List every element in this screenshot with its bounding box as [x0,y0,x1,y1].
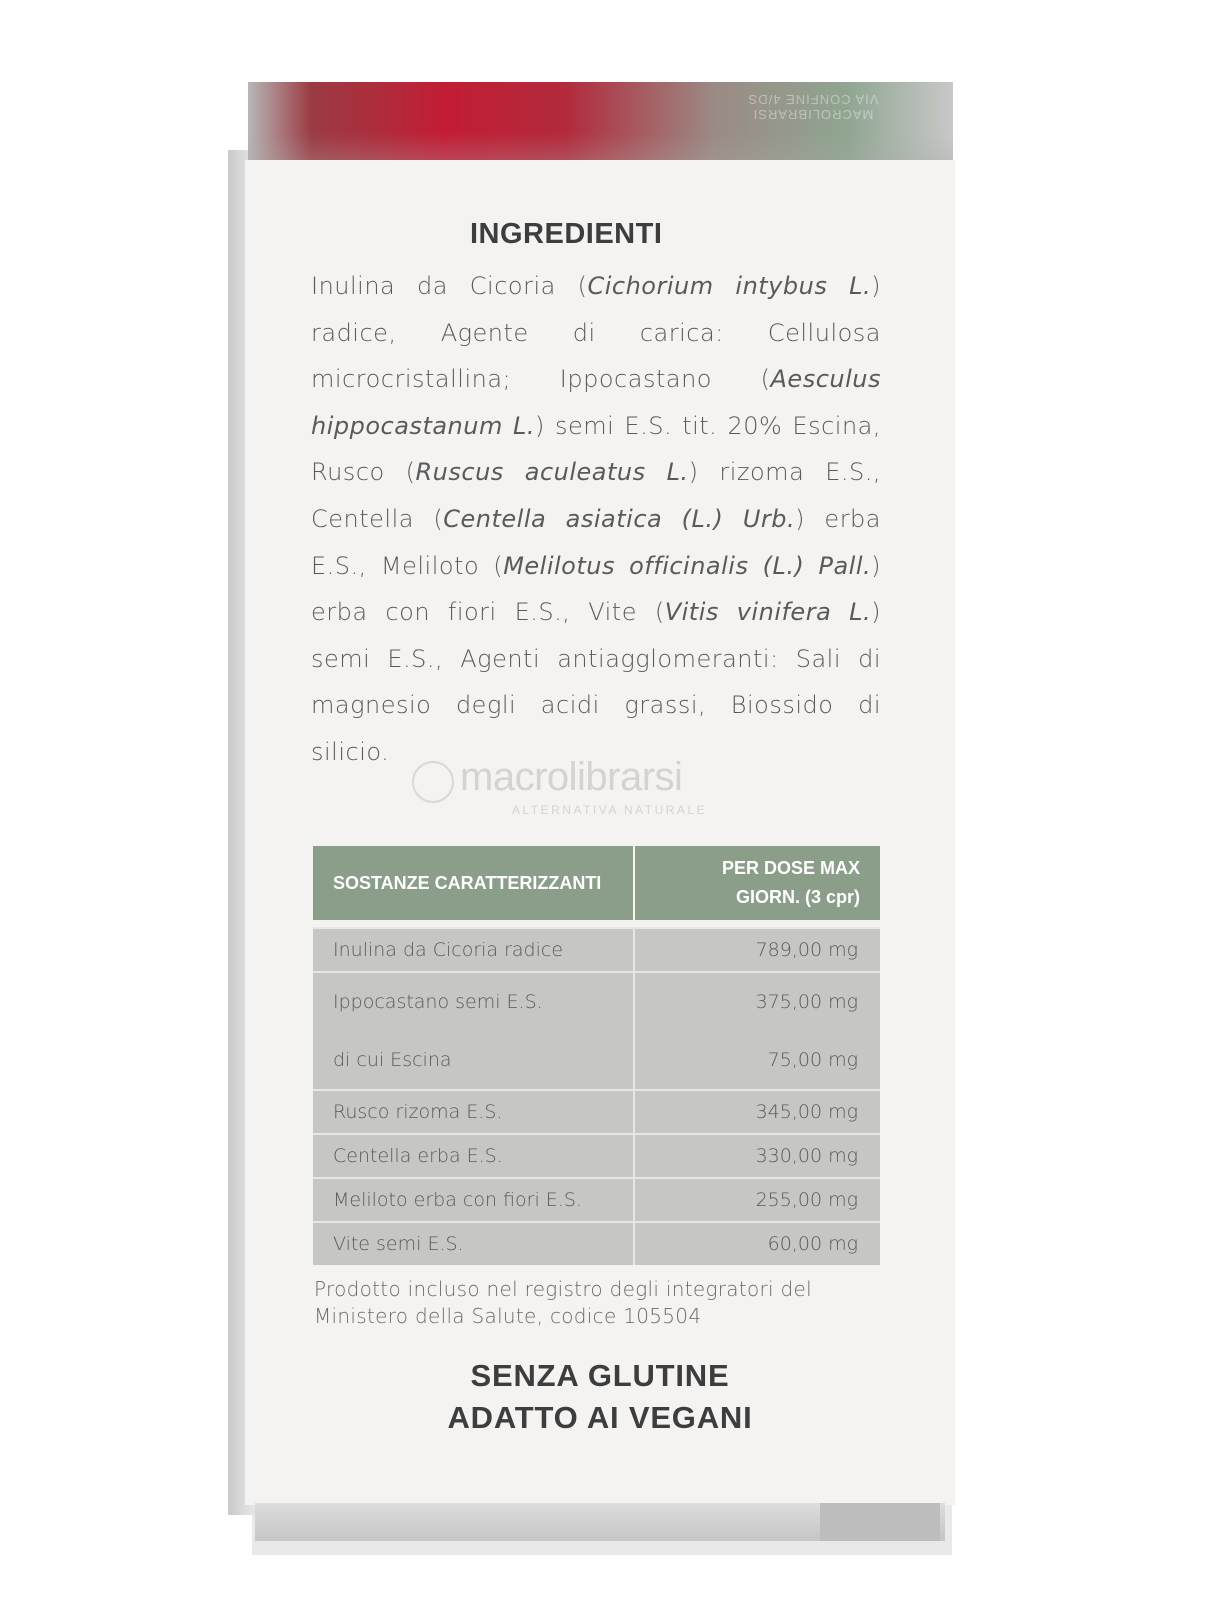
ingredients-part: ) radice, Agente di carica: Cellulosa microcristallina; Ippocastano ( [311,272,881,394]
ingredients-part: Inulina da Cicoria ( [311,272,588,300]
row-name: Rusco rizoma E.S. [313,1090,634,1134]
registry-footnote: Prodotto incluso nel registro degli integratori del Ministero della Salute, codice 105504 [314,1277,812,1328]
table-header-substances: SOSTANZE CARATTERIZZANTI [313,846,634,920]
row-name-main: Ippocastano semi E.S. [333,991,543,1013]
ingredients-latin: Melilotus officinalis (L.) Pall. [503,551,872,580]
box-bottom-lip [255,1503,945,1541]
watermark-tagline: ALTERNATIVA NATURALE [512,803,708,817]
ingredients-part: ) semi E.S., Agenti antiagglomeranti: Sali di magnesio degli acidi grassi, Biossido di silicio. [311,598,882,766]
table-spacer [313,920,880,928]
flap-line-2: VIA CONFINE 4/DS [747,92,879,107]
row-name: Inulina da Cicoria radice [313,928,634,972]
row-name: Meliloto erba con fiori E.S. [313,1178,634,1222]
row-amount [634,972,880,1090]
box-bottom-tab [820,1503,940,1541]
table-header-dose: PER DOSE MAX GIORN. (3 cpr) [634,846,880,920]
ingredients-part: ) rizoma E.S., Centella ( [311,458,881,533]
row-name-sub: di cui Escina [333,1049,452,1071]
watermark-brand: macrolibrarsi [460,755,683,799]
table-row [313,1178,880,1222]
table-row [313,972,880,1090]
row-amount-main: 375,00 mg [755,991,858,1013]
row-name: Centella erba E.S. [313,1134,634,1178]
ingredients-latin: Centella asiatica (L.) Urb. [443,504,796,533]
watermark-logo-icon [412,761,454,803]
table-row [313,1222,880,1265]
ingredients-text [311,263,881,776]
row-amount-sub: 75,00 mg [767,1049,858,1071]
ingredients-part: ) erba con fiori E.S., Vite ( [311,551,881,627]
ingredients-part: ) semi E.S. tit. 20% Escina, Rusco ( [311,411,881,487]
claims-footer [300,1355,900,1439]
ingredients-latin: Cichorium intybus L. [587,272,872,300]
row-amount: 789,00 mg [634,928,880,972]
ingredients-part: ) erba E.S., Meliloto ( [311,504,881,580]
row-amount: 255,00 mg [634,1178,880,1222]
ingredients-latin: Ruscus aculeatus L. [415,458,689,487]
row-amount: 60,00 mg [634,1222,880,1265]
row-name [313,972,634,1090]
row-amount: 330,00 mg [634,1134,880,1178]
flap-line-1: MACROLIBRARSI [752,107,874,122]
table-row [313,928,880,972]
row-amount: 345,00 mg [634,1090,880,1134]
ingredients-latin: Aesculus hippocastanum L. [311,365,881,440]
ingredients-heading: INGREDIENTI [470,218,663,250]
gluten-free-claim: SENZA GLUTINE [470,1358,730,1393]
table-row [313,1134,880,1178]
vegan-claim: ADATTO AI VEGANI [447,1400,753,1435]
nutrition-table [313,846,880,1265]
row-name: Vite semi E.S. [313,1222,634,1265]
flap-text [613,92,953,122]
ingredients-latin: Vitis vinifera L. [664,598,872,627]
table-row [313,1090,880,1134]
